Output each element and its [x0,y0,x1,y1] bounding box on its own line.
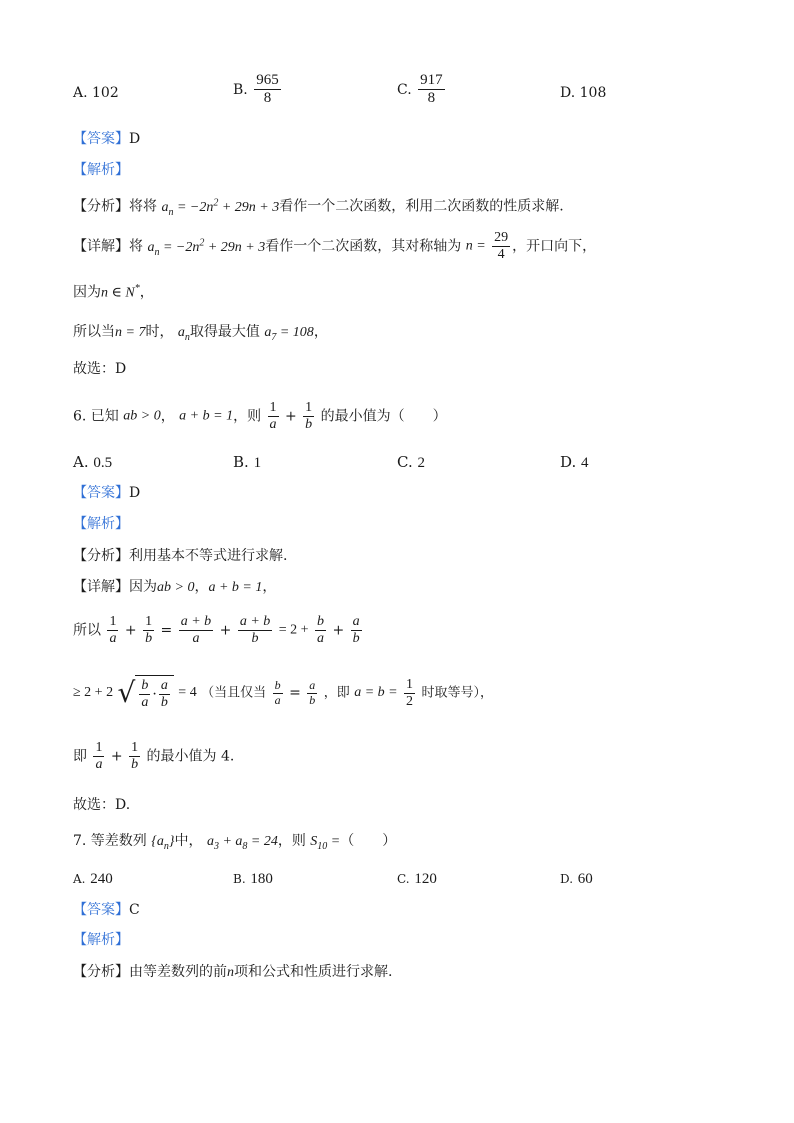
q6-xiangjie: 【详解】因为ab > 0，a + b = 1， [73,579,277,595]
q7-answer: 【答案】C [73,902,140,918]
q6-option-b: B. 1 [233,453,262,471]
q5-because: 因为n ∈ N*， [73,283,154,301]
fraction: $\frac{a}{b}$ [352,614,360,647]
q5-fenxi: 【分析】将将 $a_n = -2n^2 + 29n + 3$看作一个二次函数，利用二次函数的性质求解. [73,197,564,218]
q6-option-c: C. 2 [397,453,425,471]
q5-option-d: D. 108 [560,85,607,101]
fraction: $\frac{1}{a}$ [95,740,103,773]
fraction: $\frac{a + b}{a}$ [180,614,212,647]
fraction: $\frac{b}{a}$ [316,614,324,647]
fraction: $\frac{a}{b}$ [309,677,316,707]
q6-answer: 【答案】D [73,485,141,501]
q6-fenxi: 【分析】利用基本不等式进行求解. [73,548,288,564]
fraction: $\frac{1}{b}$ [131,740,139,773]
q5-option-c [397,72,447,108]
fraction: $\frac{1}{a}$ [109,614,117,647]
q6-option-a: A. 0.5 [73,453,113,471]
fraction: $\frac{1}{b}$ [145,614,153,647]
option-label: C. [397,81,412,98]
q7-analysis-tag: 【解析】 [73,932,129,948]
fraction: $\frac{965}{8}$ [256,72,279,107]
q6-option-d: D. 4 [560,453,589,471]
q7-option-a: A. 240 [73,871,113,887]
sqrt: √ $\frac{b}{a}$ · $\frac{a}{b}$ [118,675,174,711]
fraction: $\frac{29}{4}$ [494,230,509,263]
fraction: $\frac{1}{2}$ [406,676,414,709]
q6-analysis-tag: 【解析】 [73,516,129,532]
q6-stem: 6. 已知 ab > 0， a + b = 1，则 $\frac{1}{a}$ + $\frac{1}{b}$ 的最小值为（ ） [73,400,447,433]
q6-ji-line: 即 $\frac{1}{a}$ + $\frac{1}{b}$ 的最小值为 4. [73,740,235,773]
q7-stem: 7. 等差数列 $\{a_n\}$中， $a_3 + a_8 = 24$，则 $S_{10}$ =（ ） [73,833,397,852]
q5-choose: 故选：D [73,361,127,377]
q5-xiangjie: 【详解】将 $a_n = -2n^2 + 29n + 3$看作一个二次函数，其对称轴为 n = $\frac{29}{4}$ ，开口向下， [73,230,597,263]
fraction: $\frac{a + b}{b}$ [239,614,271,647]
fraction: $\frac{a}{b}$ [160,678,168,711]
fraction: $\frac{1}{b}$ [305,400,313,433]
q5-analysis-tag: 【解析】 [73,162,129,178]
q7-option-b: B. 180 [233,871,273,887]
fraction: $\frac{1}{a}$ [269,400,277,433]
q5-answer: 【答案】D [73,131,141,147]
option-label: B. [233,81,248,98]
fraction: $\frac{b}{a}$ [274,677,281,707]
q6-so-line: 所以 $\frac{1}{a}$ + $\frac{1}{b}$ = $\frac{a + b}{a}$ + $\frac{a + b}{b}$ = 2 + $\frac{b}{a}$ + $\frac{a}{b}$ [73,614,360,647]
q5-option-b [233,72,283,108]
q5-so: 所以当n = 7时， $a_n$取得最大值 $a_7 = 108$， [73,324,328,343]
q6-ge-line: ≥ 2 + 2 √ $\frac{b}{a}$ · $\frac{a}{b}$ = 4 （当且仅当 $\frac{b}{a}$ = $\frac{a}{b}$ ，即 a = b = $\frac{1}{2}$ 时取等号）， [73,676,494,711]
q5-option-a: A. 102 [73,85,119,101]
q7-fenxi: 【分析】由等差数列的前n项和公式和性质进行求解. [73,964,393,980]
q7-option-d: D. 60 [560,871,593,887]
fraction: $\frac{917}{8}$ [420,72,443,107]
q7-option-c: C. 120 [397,871,437,887]
fraction: $\frac{b}{a}$ [141,678,149,711]
q6-choose: 故选：D. [73,797,131,813]
